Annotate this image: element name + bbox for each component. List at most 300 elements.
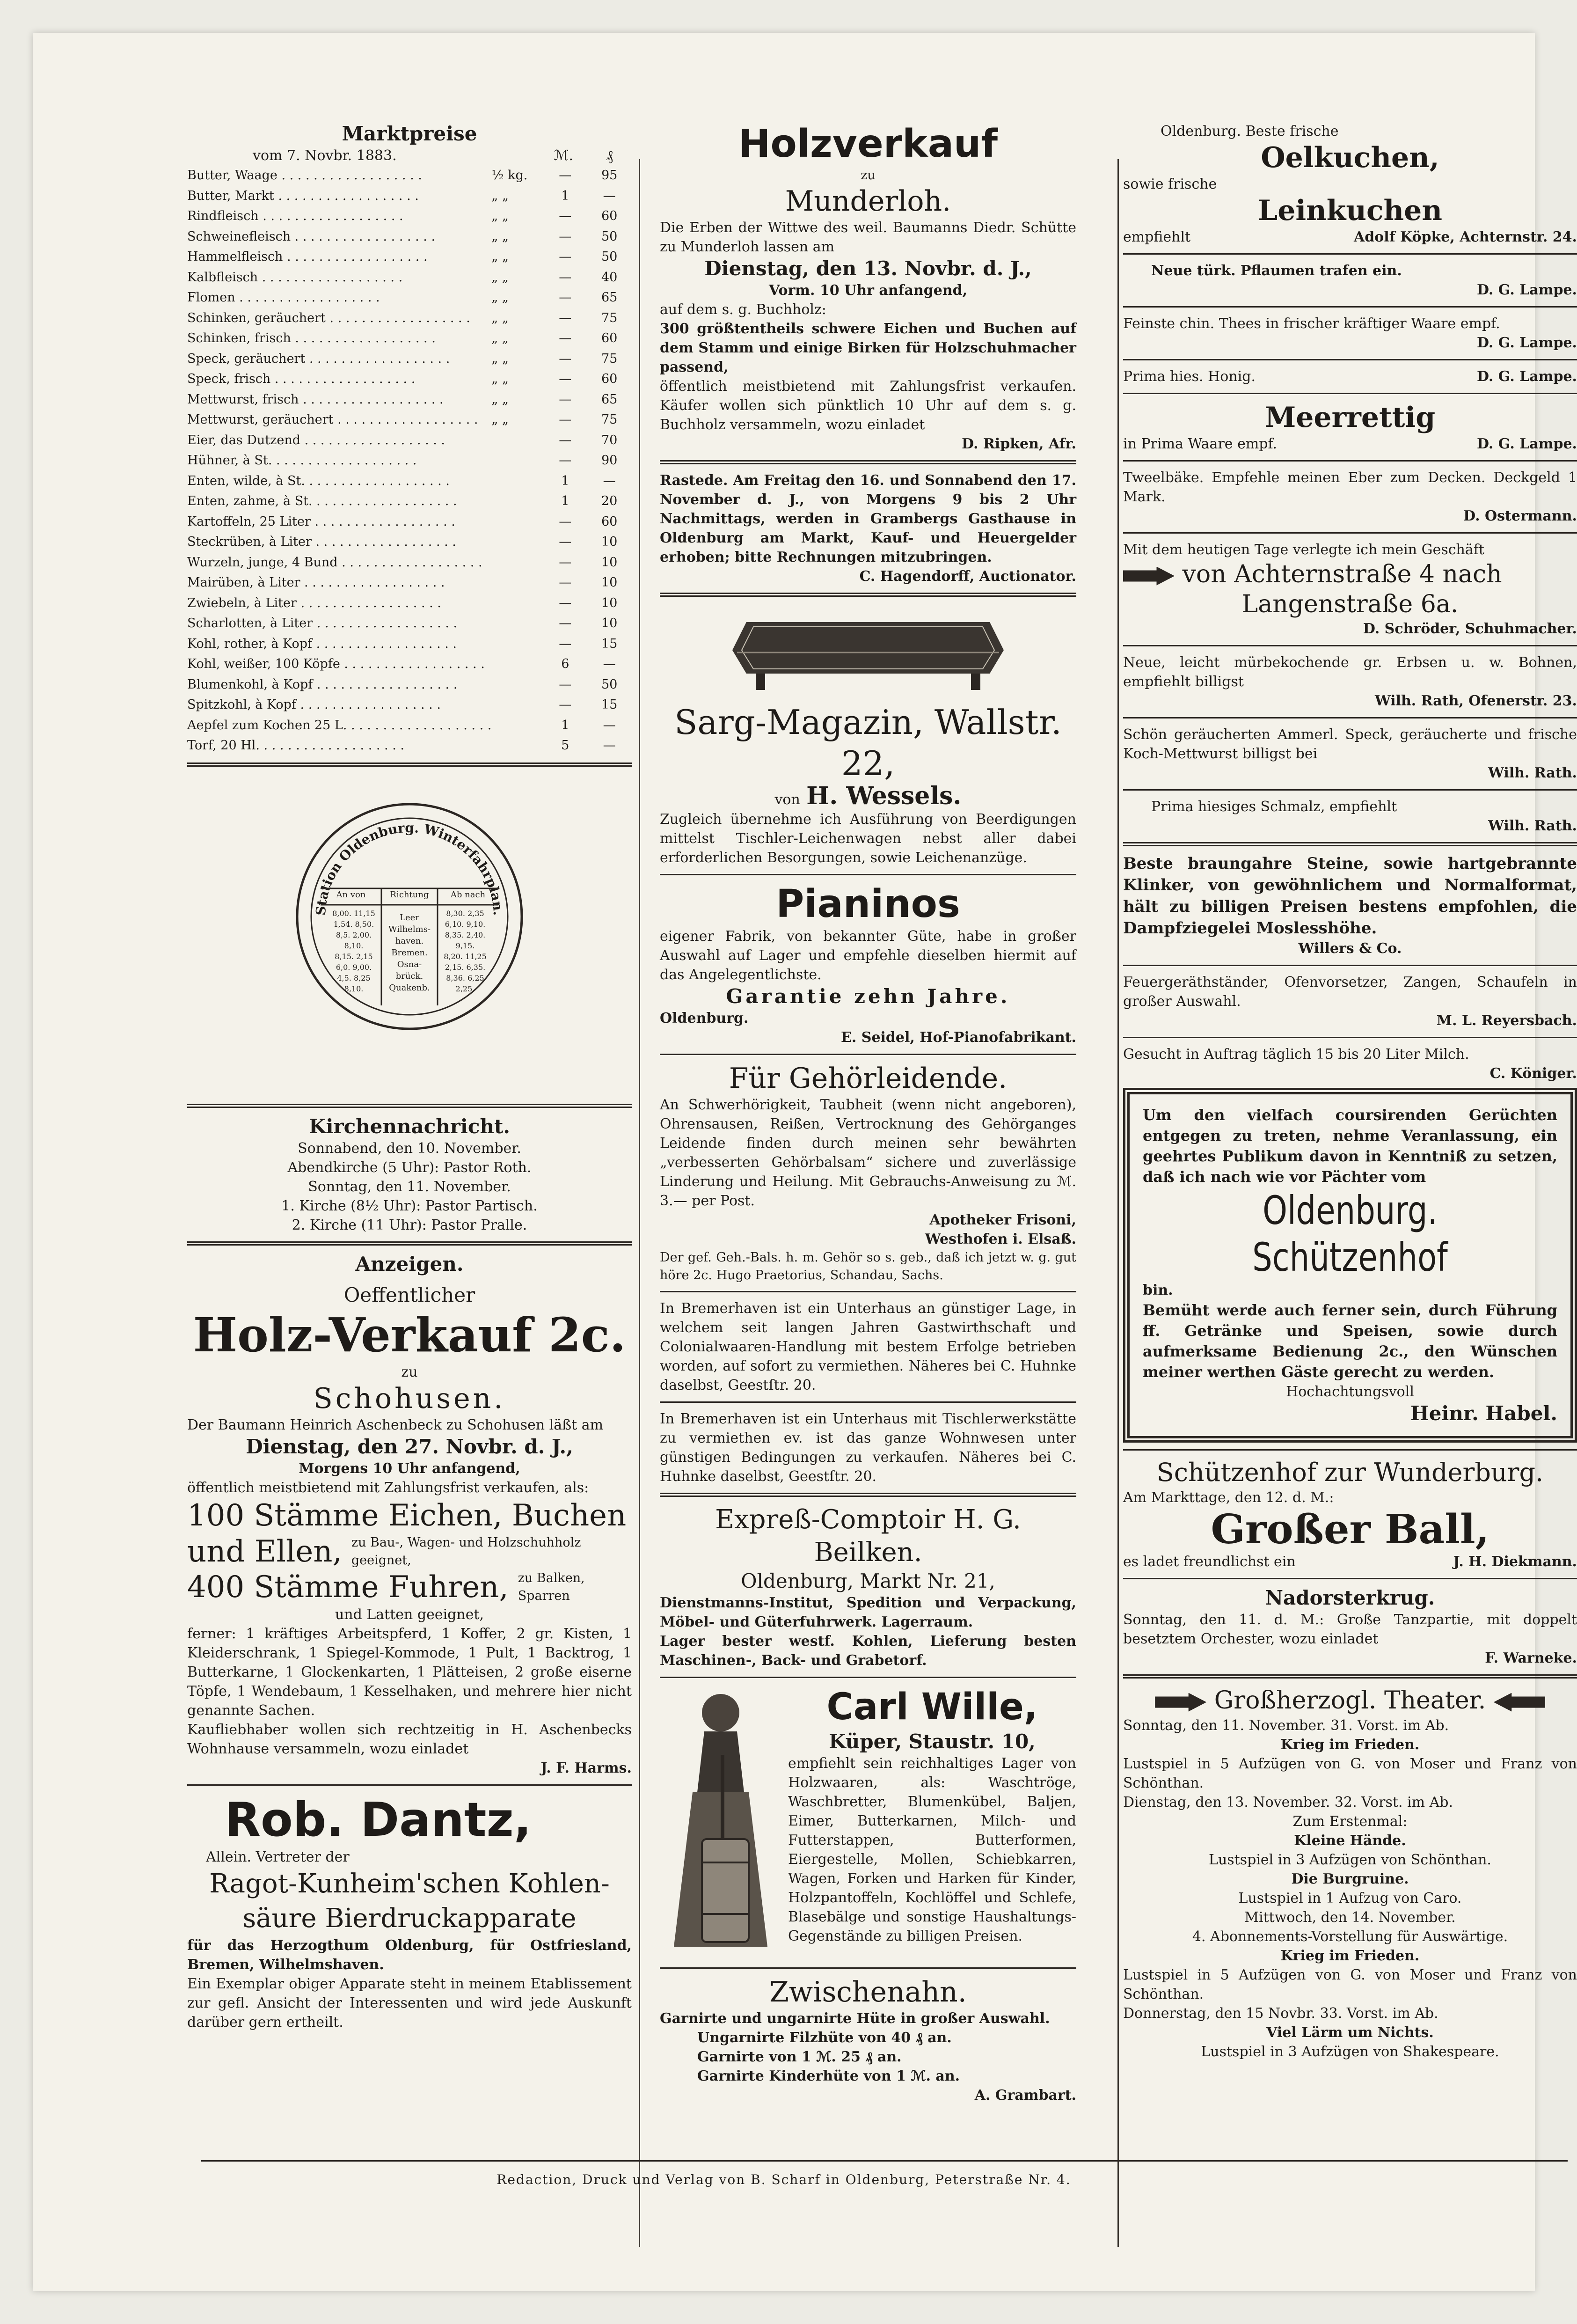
ad-text: bin. xyxy=(1143,1282,1173,1298)
market-prices xyxy=(187,122,632,756)
ad-big-line: 100 Stämme Eichen, Buchen xyxy=(187,1498,627,1533)
divider xyxy=(1123,789,1577,791)
market-item: Speck, frisch . . . . . . . . . . . . . . . . . . xyxy=(187,372,416,386)
ad-text: Feinste chin. Thees in frischer kräftiger Waare empf. xyxy=(1123,315,1500,332)
ad-lampe-honig xyxy=(1123,367,1577,386)
market-item: Kalbfleisch . . . . . . . . . . . . . . . . . . xyxy=(187,270,403,285)
ad-milch xyxy=(1123,1045,1577,1083)
ad-lampe-meerrettig xyxy=(1123,401,1577,454)
ad-big-line: Ragot-Kunheim'schen Kohlen- xyxy=(209,1868,610,1899)
ad-title: Großherzogl. Theater. xyxy=(1214,1686,1486,1715)
theater-play: Krieg im Frieden. xyxy=(1280,1948,1420,1964)
market-mark: — xyxy=(559,677,572,692)
ad-signature: M. L. Reyersbach. xyxy=(1436,1012,1577,1029)
market-row xyxy=(187,308,632,329)
market-mark: 1 xyxy=(561,473,569,488)
ad-signature: J. F. Harms. xyxy=(540,1759,632,1776)
ad-signature: D. Ostermann. xyxy=(1463,508,1577,524)
market-item: Enten, zahme, à St. . . . . . . . . . . . . . . . . . . xyxy=(187,494,457,508)
theater-line: Zum Erstenmal: xyxy=(1292,1813,1408,1830)
market-item: Steckrüben, à Liter . . . . . . . . . . . . . . . . . . xyxy=(187,535,456,549)
divider xyxy=(1123,253,1577,255)
ad-text: Bemüht werde auch ferner sein, durch Führung ff. Getränke und Speisen, sowie durch aufmerksame Bedienung 2c., den Wünschen meiner werthen Gäste gerecht zu werden. xyxy=(1143,1301,1557,1381)
ad-text: ferner: 1 kräftiges Arbeitspferd, 1 Koffer, 2 gr. Kisten, 1 Kleiderschrank, 1 Spiegel-Kommode, 1 Pult, 1 Backtrog, 1 Butterkarne, 1 Glockenkarten, 1 Plätteisen, 2 große eiserne Töpfe, 1 Wendebaum, 1 Kesselhaken, und mehrere hier nicht genannte Sachen. xyxy=(187,1625,632,1719)
ad-title: Carl Wille, xyxy=(826,1686,1038,1728)
ad-text: Neue türk. Pflaumen trafen ein. xyxy=(1151,263,1402,279)
market-item: Schinken, geräuchert . . . . . . . . . . . . . . . . . . xyxy=(187,310,470,325)
market-row xyxy=(187,287,632,308)
ad-holz-schohusen xyxy=(187,1283,632,1778)
ad-reyersbach xyxy=(1123,973,1577,1030)
market-pfennig: 75 xyxy=(601,351,618,366)
ad-signature: Apotheker Frisoni, xyxy=(929,1212,1076,1228)
market-unit xyxy=(491,512,543,532)
market-item: Kohl, rother, à Kopf . . . . . . . . . . . . . . . . . . xyxy=(187,636,457,651)
footer-rule xyxy=(201,2160,1568,2162)
ad-place: Schohusen. xyxy=(313,1382,506,1415)
market-unit: ½ kg. xyxy=(491,168,528,183)
divider xyxy=(1123,393,1577,394)
ad-text: Schön geräucherten Ammerl. Speck, geräucherte und frische Koch-Mettwurst billigst bei xyxy=(1123,726,1577,762)
market-row xyxy=(187,450,632,471)
ad-text: Zugleich übernehme ich Ausführung von Beerdigungen mittelst Tischler-Leichenwagen nebst aller dabei erforderlichen Besorgungen, sowie Leichenanzüge. xyxy=(660,811,1076,866)
ad-title: Leinkuchen xyxy=(1258,194,1442,227)
market-unit xyxy=(491,613,543,634)
market-unit: „ „ xyxy=(491,392,509,407)
market-unit: „ „ xyxy=(491,270,509,285)
ad-bremerhaven-2: In Bremerhaven ist ein Unterhaus mit Tischlerwerkstätte zu vermiethen ev. ist das ganze Wohnwesen unter günstigen Bedingungen zu verkaufen. Näheres bei C. Huhnke daselbst, Geestſtr. 20. xyxy=(660,1411,1076,1485)
market-item: Enten, wilde, à St. . . . . . . . . . . . . . . . . . . xyxy=(187,473,450,488)
pointing-hand-icon xyxy=(1155,1693,1206,1712)
ad-rath-speck xyxy=(1123,725,1577,783)
market-item: Schweinefleisch . . . . . . . . . . . . . . . . . . xyxy=(187,229,436,244)
ad-title: Rob. Dantz, xyxy=(225,1792,532,1847)
market-row xyxy=(187,430,632,451)
market-mark: 1 xyxy=(561,494,569,508)
market-mark: — xyxy=(559,372,572,386)
ad-signature: J. H. Diekmann. xyxy=(1453,1554,1577,1570)
market-item: Kohl, weißer, 100 Köpfe . . . . . . . . . . . . . . . . . . xyxy=(187,657,485,671)
market-mark: — xyxy=(559,453,572,468)
ad-lampe-thees xyxy=(1123,314,1577,352)
ad-signature: D. Ripken, Afr. xyxy=(962,436,1076,452)
market-item: Mairüben, à Liter . . . . . . . . . . . . . . . . . . xyxy=(187,575,445,590)
ad-text: empfiehlt sein reichhaltiges Lager von Holzwaaren, als: Waschtröge, Waschbretter, Blumenkübel, Baljen, Eimer, Butterkarnen, Milch- und Futterstappen, Butterformen, Eiergestelle, Mollen, Schiebkarren, Wagen, Forken und Harken für Kinder, Holzpantoffeln, Kochlöffel und Schlefe, Blasebälge und sonstige Haushaltungs-Gegenstände zu billigen Preisen. xyxy=(788,1755,1076,1944)
ad-signature: E. Seidel, Hof-Pianofabrikant. xyxy=(841,1029,1076,1046)
ad-text: zu xyxy=(861,168,876,183)
timetable-seal xyxy=(292,799,526,1034)
market-unit: „ „ xyxy=(491,188,509,203)
market-item: Eier, das Dutzend . . . . . . . . . . . . . . . . . . xyxy=(187,433,445,447)
market-unit xyxy=(491,634,543,654)
market-row xyxy=(187,512,632,532)
ad-signature: Willers & Co. xyxy=(1298,940,1402,957)
market-row xyxy=(187,247,632,267)
market-mark: — xyxy=(559,433,572,447)
market-pfennig: 65 xyxy=(601,290,618,305)
right-column xyxy=(1123,122,1577,2061)
divider xyxy=(660,593,1076,597)
divider xyxy=(1123,965,1577,966)
ad-lampe-pflaumen xyxy=(1123,261,1577,300)
ad-signature: Westhofen i. Elsaß. xyxy=(925,1231,1076,1247)
ad-text: Oldenburg. Beste frische xyxy=(1161,123,1339,139)
theater-line: Donnerstag, den 15 Novbr. 33. Vorst. im Ab. xyxy=(1123,2005,1438,2022)
market-unit xyxy=(491,654,543,674)
ad-signature: D. G. Lampe. xyxy=(1476,282,1577,298)
market-mark: — xyxy=(559,555,572,570)
market-pfennig: 50 xyxy=(601,677,618,692)
market-row xyxy=(187,735,632,756)
ad-signature: D. G. Lampe. xyxy=(1476,368,1577,385)
ad-dantz xyxy=(187,1792,632,2032)
market-unit: „ „ xyxy=(491,249,509,264)
divider xyxy=(1123,645,1577,646)
market-row xyxy=(187,613,632,634)
ad-text: Allein. Vertreter der xyxy=(206,1848,350,1865)
ad-signature: Wilh. Rath. xyxy=(1488,765,1577,781)
divider xyxy=(660,1493,1076,1497)
ad-text: für das Herzogthum Oldenburg, für Ostfriesland, Bremen, Wilhelmshaven. xyxy=(187,1937,632,1973)
left-column xyxy=(187,122,632,2032)
ad-bremerhaven-1: In Bremerhaven ist ein Unterhaus an günstiger Lage, in welchem seit langen Jahren Gastwirthschaft und Colonialwaaren-Handlung mit bestem Erfolge betrieben worden, auf sofort zu vermiethen. Näheres bei C. Huhnke daselbst, Geestſtr. 20. xyxy=(660,1300,1076,1393)
market-pfennig: 60 xyxy=(601,514,618,529)
ad-text: Garnirte und ungarnirte Hüte in großer Auswahl. xyxy=(660,2010,1050,2027)
ad-text: 300 größtentheils schwere Eichen und Buchen auf dem Stamm und einige Birken für Holzschuhmacher passend, xyxy=(660,321,1076,375)
timetable-directions: Leer Wilhelms- haven. Bremen. Osna- brück. Quakenb. xyxy=(388,912,431,993)
ad-express xyxy=(660,1503,1076,1670)
ad-big-line: Oldenburg. Schützenhof xyxy=(1252,1188,1448,1280)
market-item: Zwiebeln, à Liter . . . . . . . . . . . . . . . . . . xyxy=(187,595,441,610)
ad-gehoer xyxy=(660,1062,1076,1284)
market-unit xyxy=(491,572,543,593)
market-unit: „ „ xyxy=(491,310,509,325)
market-mark: — xyxy=(559,616,572,630)
market-pfennig: 65 xyxy=(601,392,618,407)
market-item: Speck, geräuchert . . . . . . . . . . . . . . . . . . xyxy=(187,351,450,366)
ad-wunderburg xyxy=(1123,1457,1577,1571)
theater-play: Krieg im Frieden. xyxy=(1280,1737,1420,1753)
market-pfennig: — xyxy=(603,473,616,488)
timetable-departures: 8,30. 2,35 6,10. 9,10. 8,35. 2,40. 9,15. 8,20. 11,25 2,15. 6,35. 8,36. 6,25 2,25. xyxy=(444,909,487,993)
ad-signature: Adolf Köpke, Achternstr. 24. xyxy=(1354,229,1577,245)
ad-signature: F. Warneke. xyxy=(1485,1650,1577,1666)
market-item: Spitzkohl, à Kopf . . . . . . . . . . . . . . . . . . xyxy=(187,697,441,712)
divider xyxy=(660,1054,1076,1055)
ad-subtitle: Küper, Staustr. 10, xyxy=(829,1730,1036,1753)
ads-heading: Anzeigen. xyxy=(355,1252,464,1276)
market-unit xyxy=(491,735,543,756)
market-item: Butter, Markt . . . . . . . . . . . . . . . . . . xyxy=(187,188,419,203)
market-row xyxy=(187,491,632,512)
ad-text: und Latten geeignet, xyxy=(335,1606,484,1623)
ad-big-line: und Ellen, xyxy=(187,1534,342,1569)
ad-text: eigener Fabrik, von bekannter Güte, habe in großer Auswahl auf Lager und empfehle dieselben hiermit auf das Angelegentlichste. xyxy=(660,928,1076,983)
ad-holz-munderloh xyxy=(660,122,1076,454)
ad-schuetzenhof-box xyxy=(1123,1088,1577,1443)
ad-text: zu Bau-, Wagen- und Holzschuhholz geeignet, xyxy=(351,1535,581,1568)
market-pfennig: 70 xyxy=(601,433,618,447)
ad-rath-erbsen xyxy=(1123,653,1577,711)
divider xyxy=(187,762,632,767)
market-row xyxy=(187,674,632,695)
market-pfennig: 95 xyxy=(601,168,618,183)
ad-title: Holzverkauf xyxy=(738,122,998,166)
church-line: 1. Kirche (8½ Uhr): Pastor Partisch. xyxy=(281,1197,538,1214)
market-unit: „ „ xyxy=(491,209,509,223)
market-unit xyxy=(491,471,543,491)
ad-signature: D. G. Lampe. xyxy=(1476,436,1577,452)
market-mark: — xyxy=(559,209,572,223)
market-row xyxy=(187,634,632,654)
market-mark: — xyxy=(559,310,572,325)
ad-pianinos xyxy=(660,882,1076,1047)
market-col-pfennig: ₰ xyxy=(606,147,613,164)
divider xyxy=(660,1677,1076,1678)
ad-name: H. Wessels. xyxy=(806,782,962,810)
market-pfennig: — xyxy=(603,738,616,753)
ad-text: in Prima Waare empf. xyxy=(1123,436,1278,452)
market-unit xyxy=(491,450,543,471)
timetable-header-direction: Richtung xyxy=(390,889,429,900)
ad-schroeder xyxy=(1123,540,1577,638)
timetable-header-an: An von xyxy=(336,889,366,900)
market-mark: — xyxy=(559,168,572,183)
ad-theater xyxy=(1123,1685,1577,2061)
ad-subtitle: Oldenburg, Markt Nr. 21, xyxy=(741,1569,995,1592)
market-unit: „ „ xyxy=(491,372,509,386)
market-item: Flomen . . . . . . . . . . . . . . . . . . xyxy=(187,290,380,305)
ad-date: Dienstag, den 13. Novbr. d. J., xyxy=(704,257,1032,280)
ad-signature: A. Grambart. xyxy=(974,2087,1076,2104)
market-item: Butter, Waage . . . . . . . . . . . . . . . . . . xyxy=(187,168,422,183)
ad-tweelbaeke xyxy=(1123,468,1577,526)
ad-text: zu Balken, Sparren xyxy=(518,1570,585,1603)
market-unit xyxy=(491,695,543,715)
ad-nadorsterkrug xyxy=(1123,1586,1577,1668)
theater-play: Die Burgruine. xyxy=(1291,1871,1409,1887)
church-line: Sonntag, den 11. November. xyxy=(308,1178,511,1195)
pointing-hand-icon xyxy=(1494,1693,1545,1712)
ad-text: Dienstmanns-Institut, Spedition und Verpackung, Möbel- und Güterfuhrwerk. Lagerraum. xyxy=(660,1595,1076,1630)
market-unit: „ „ xyxy=(491,351,509,366)
ad-text: Tweelbäke. Empfehle meinen Eber zum Decken. Deckgeld 1 Mark. xyxy=(1123,469,1577,505)
ad-text: empfiehlt xyxy=(1123,229,1191,245)
market-mark: — xyxy=(559,270,572,285)
market-pfennig: 10 xyxy=(601,575,618,590)
market-mark: 5 xyxy=(561,738,569,753)
market-unit xyxy=(491,532,543,552)
ad-time: Vorm. 10 Uhr anfangend, xyxy=(768,282,968,299)
ad-pretitle: Oeffentlicher xyxy=(343,1283,475,1306)
market-mark: — xyxy=(559,412,572,427)
pointing-hand-icon xyxy=(1123,567,1175,586)
ad-big-line: Langenstraße 6a. xyxy=(1241,590,1459,618)
market-col-mark: ℳ. xyxy=(554,147,573,164)
market-mark: — xyxy=(559,351,572,366)
ad-big-line: säure Bierdruckapparate xyxy=(242,1903,577,1934)
church-title: Kirchennachricht. xyxy=(308,1114,511,1138)
ad-signature: Wilh. Rath, Ofenerstr. 23. xyxy=(1375,693,1577,709)
market-row xyxy=(187,227,632,247)
ad-title: Für Gehörleidende. xyxy=(729,1062,1008,1095)
theater-play: Kleine Hände. xyxy=(1294,1833,1406,1849)
church-notice xyxy=(187,1114,632,1235)
ad-text: Am Markttage, den 12. d. M.: xyxy=(1123,1489,1334,1506)
market-item: Aepfel zum Kochen 25 L. . . . . . . . . . . . . . . . . . . xyxy=(187,718,492,733)
ad-text: Garnirte Kinderhüte von 1 ℳ. an. xyxy=(697,2068,960,2084)
ad-title: Meerrettig xyxy=(1264,401,1436,434)
timetable-arrivals: 8,00. 11,15 1,54. 8,50. 8,5. 2,00. 8,10. 8,15. 2,15 6,0. 9,00. 4,5. 8,25 8,10. xyxy=(332,909,375,993)
divider xyxy=(187,1241,632,1246)
theater-line: Mittwoch, den 14. November. xyxy=(1244,1909,1456,1926)
divider xyxy=(1123,460,1577,462)
market-pfennig: — xyxy=(603,718,616,733)
market-pfennig: 60 xyxy=(601,209,618,223)
church-line: Sonnabend, den 10. November. xyxy=(298,1140,521,1157)
ad-text: Ungarnirte Filzhüte von 40 ₰ an. xyxy=(697,2030,952,2046)
ad-date: Dienstag, den 27. Novbr. d. J., xyxy=(246,1435,573,1458)
ad-text: es ladet freundlichst ein xyxy=(1123,1554,1296,1570)
market-row xyxy=(187,471,632,491)
divider xyxy=(660,1967,1076,1969)
divider xyxy=(660,874,1076,875)
ad-text: Beste braungahre Steine, sowie hartgebrannte Klinker, von gewöhnlichem und Normalformat, hält zu billigen Preisen bestens empfohlen, die Dampfziegelei Moslesshöhe. xyxy=(1123,854,1577,938)
svg-text:Station Oldenburg. Winterfahrp xyxy=(313,820,506,916)
market-mark: — xyxy=(559,229,572,244)
column-rule xyxy=(1117,159,1119,2247)
market-unit: „ „ xyxy=(491,290,509,305)
market-unit xyxy=(491,715,543,736)
divider xyxy=(1123,717,1577,718)
ad-rastede xyxy=(660,471,1076,586)
market-pfennig: 50 xyxy=(601,249,618,264)
market-mark: — xyxy=(559,697,572,712)
ad-text: öffentlich meistbietend mit Zahlungsfrist verkaufen. Käufer wollen sich pünktlich 10 Uhr auf dem s. g. Buchholz versammeln, wozu einladet xyxy=(660,378,1076,433)
church-line: 2. Kirche (11 Uhr): Pastor Pralle. xyxy=(292,1217,527,1233)
theater-line: Lustspiel in 5 Aufzügen von G. von Moser und Franz von Schönthan. xyxy=(1123,1756,1577,1791)
divider xyxy=(1123,1674,1577,1679)
theater-line: Lustspiel in 5 Aufzügen von G. von Moser und Franz von Schönthan. xyxy=(1123,1967,1577,2002)
ad-text: Der gef. Geh.-Bals. h. m. Gehör so s. geb., daß ich jetzt w. g. gut höre 2c. Hugo Praetorius, Schandau, Sachs. xyxy=(660,1250,1076,1283)
ad-title: Sarg-Magazin, Wallstr. 22, xyxy=(674,703,1062,783)
divider xyxy=(1123,306,1577,308)
divider xyxy=(187,1784,632,1786)
middle-column xyxy=(660,122,1076,2105)
divider xyxy=(660,1401,1076,1403)
market-item: Mettwurst, frisch . . . . . . . . . . . . . . . . . . xyxy=(187,392,444,407)
theater-line: Sonntag, den 11. November. 31. Vorst. im Ab. xyxy=(1123,1717,1449,1734)
market-item: Wurzeln, junge, 4 Bund . . . . . . . . . . . . . . . . . . xyxy=(187,555,482,570)
market-item: Hammelfleisch . . . . . . . . . . . . . . . . . . xyxy=(187,249,428,264)
market-row xyxy=(187,369,632,389)
theater-line: 4. Abonnements-Vorstellung für Auswärtige. xyxy=(1192,1928,1508,1945)
market-item: Blumenkohl, à Kopf . . . . . . . . . . . . . . . . . . xyxy=(187,677,458,692)
market-row xyxy=(187,552,632,573)
ad-title: Holz-Verkauf 2c. xyxy=(193,1307,626,1363)
market-mark: — xyxy=(559,595,572,610)
market-row xyxy=(187,186,632,206)
ad-text: Gesucht in Auftrag täglich 15 bis 20 Liter Milch. xyxy=(1123,1046,1469,1063)
ad-steine xyxy=(1123,853,1577,958)
market-item: Mettwurst, geräuchert . . . . . . . . . . . . . . . . . . xyxy=(187,412,478,427)
market-pfennig: 75 xyxy=(601,412,618,427)
ad-signature: Wilh. Rath. xyxy=(1488,818,1577,834)
market-mark: — xyxy=(559,636,572,651)
ad-text: Ein Exemplar obiger Apparate steht in meinem Etablissement zur gefl. Ansicht der Interessenten und wird jede Auskunft darüber gern ertheilt. xyxy=(187,1975,632,2031)
market-item: Kartoffeln, 25 Liter . . . . . . . . . . . . . . . . . . xyxy=(187,514,455,529)
ad-title: Schützenhof zur Wunderburg. xyxy=(1156,1458,1544,1487)
market-pfennig: 20 xyxy=(601,494,618,508)
market-mark: — xyxy=(559,575,572,590)
ad-guarantee: Garantie zehn Jahre. xyxy=(726,985,1010,1008)
market-mark: — xyxy=(559,290,572,305)
market-title: Marktpreise xyxy=(342,122,477,145)
ad-signature: C. Hagendorff, Auctionator. xyxy=(859,568,1076,585)
divider xyxy=(187,1104,632,1108)
market-item: Scharlotten, à Liter . . . . . . . . . . . . . . . . . . xyxy=(187,616,458,630)
divider xyxy=(1123,1037,1577,1038)
theater-line: Lustspiel in 3 Aufzügen von Shakespeare. xyxy=(1201,2044,1499,2060)
market-row xyxy=(187,532,632,552)
market-pfennig: 75 xyxy=(601,310,618,325)
market-pfennig: 10 xyxy=(601,616,618,630)
theater-line: Lustspiel in 1 Aufzug von Caro. xyxy=(1238,1890,1462,1906)
market-mark: — xyxy=(559,392,572,407)
market-pfennig: 90 xyxy=(601,453,618,468)
market-pfennig: 40 xyxy=(601,270,618,285)
market-item: Rindfleisch . . . . . . . . . . . . . . . . . . xyxy=(187,209,403,223)
market-row xyxy=(187,410,632,430)
market-item: Schinken, frisch . . . . . . . . . . . . . . . . . . xyxy=(187,331,436,345)
market-item: Hühner, à St. . . . . . . . . . . . . . . . . . . xyxy=(187,453,417,468)
market-mark: — xyxy=(559,535,572,549)
ad-text: von xyxy=(774,792,800,808)
ad-text: Garnirte von 1 ℳ. 25 ₰ an. xyxy=(697,2049,902,2065)
theater-play: Viel Lärm um Nichts. xyxy=(1266,2024,1434,2041)
ad-title: Zwischenahn. xyxy=(769,1976,967,2009)
ad-signature: C. Königer. xyxy=(1489,1065,1577,1082)
market-unit: „ „ xyxy=(491,412,509,427)
ad-text: Lager bester westf. Kohlen, Lieferung besten Maschinen-, Back- und Grabetorf. xyxy=(660,1633,1076,1669)
market-mark: 1 xyxy=(561,188,569,203)
market-row xyxy=(187,328,632,349)
ad-big-line: von Achternstraße 4 nach xyxy=(1182,560,1502,588)
market-row xyxy=(187,654,632,674)
ad-big-line: Großer Ball, xyxy=(1211,1506,1489,1553)
ad-text: Neue, leicht mürbekochende gr. Erbsen u. w. Bohnen, empfiehlt billigst xyxy=(1123,654,1577,690)
market-row xyxy=(187,349,632,369)
ad-oelkuchen xyxy=(1123,122,1577,247)
market-pfennig: 10 xyxy=(601,595,618,610)
ad-text: öffentlich meistbietend mit Zahlungsfrist verkaufen, als: xyxy=(187,1479,589,1496)
imprint-footer: Redaction, Druck und Verlag von B. Scharf in Oldenburg, Peterstraße Nr. 4. xyxy=(496,2172,1071,2187)
seal-ring-text: Station Oldenburg. Winterfahrplan. xyxy=(313,820,506,916)
ad-text: zu xyxy=(401,1364,418,1380)
ad-time: Morgens 10 Uhr anfangend, xyxy=(299,1460,520,1477)
market-row xyxy=(187,695,632,715)
market-unit: „ „ xyxy=(491,331,509,345)
market-mark: — xyxy=(559,331,572,345)
ad-text: Sonntag, den 11. d. M.: Große Tanzpartie, mit doppelt besetztem Orchester, wozu einladet xyxy=(1123,1612,1577,1647)
market-mark: 1 xyxy=(561,718,569,733)
market-row xyxy=(187,593,632,614)
ad-title: Oelkuchen, xyxy=(1261,141,1439,174)
market-pfennig: 60 xyxy=(601,331,618,345)
market-row xyxy=(187,572,632,593)
ad-text: Rastede. Am Freitag den 16. und Sonnabend den 17. November d. J., von Morgens 9 bis 2 Uhr Nachmittags, werden in Grambergs Gasthause in Oldenburg am Markt, Kauf- und Heuergelder erhoben; bitte Rechnungen mitzubringen. xyxy=(660,472,1076,565)
coffin-illustration xyxy=(728,603,1008,697)
